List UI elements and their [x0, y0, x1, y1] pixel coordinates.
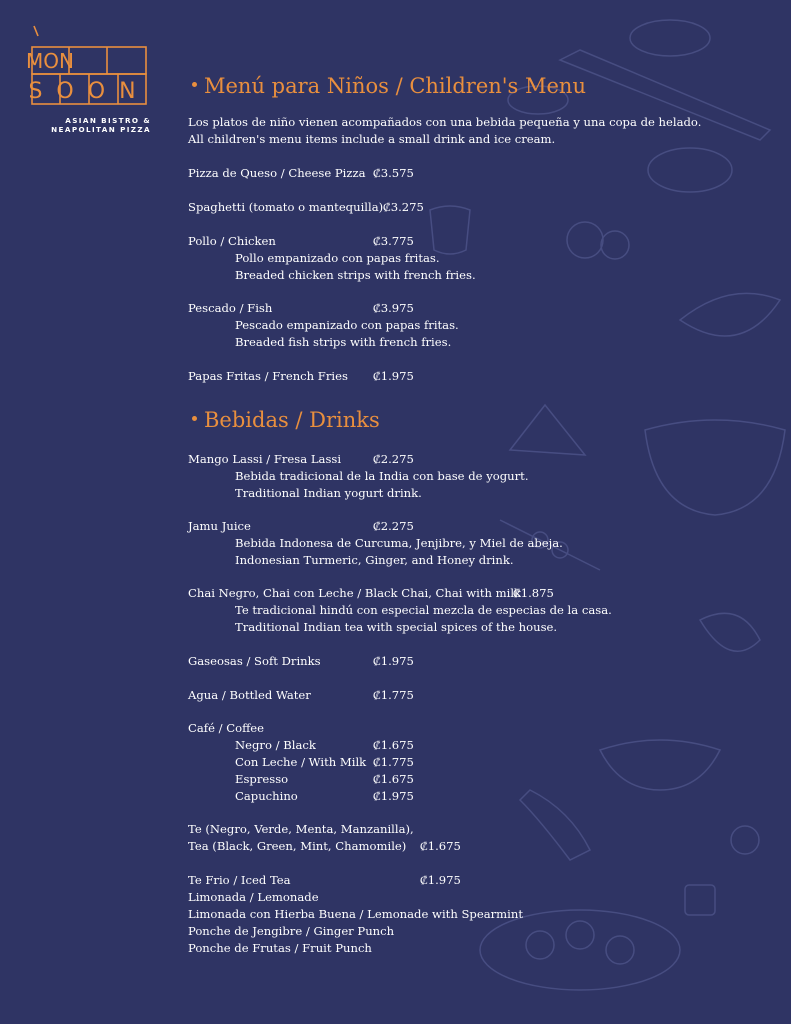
menu-item-desc: Traditional Indian yogurt drink.	[235, 486, 422, 500]
menu-item-price: ₡3.275	[383, 200, 424, 214]
shrimp-drawing	[731, 826, 759, 854]
menu-item-price: ₡2.275	[373, 519, 414, 533]
bowl-drawing	[630, 20, 710, 56]
menu-item-name: Pollo / Chicken	[188, 234, 276, 248]
logo-text-2: SOON	[28, 79, 150, 104]
menu-item-name: Tea (Black, Green, Mint, Chamomile)	[188, 839, 407, 853]
menu-item-desc: Breaded chicken strips with french fries.	[235, 268, 476, 282]
menu-item-name: Limonada / Lemonade	[188, 890, 319, 904]
menu-item-desc: Pollo empanizado con papas fritas.	[235, 251, 440, 265]
kids-intro-es: Los platos de niño vienen acompañados con una bebida pequeña y una copa de helado.	[188, 115, 702, 129]
menu-item-name: Limonada con Hierba Buena / Lemonade with Spearmint	[188, 907, 523, 921]
menu-item-price: ₡1.975	[373, 369, 414, 383]
menu-item-name: Te Frio / Iced Tea	[188, 873, 291, 887]
monsoon-logo	[26, 24, 150, 108]
dish-drawing	[600, 740, 720, 790]
drinks-title: Bebidas / Drinks	[192, 408, 380, 432]
glass-drawing	[685, 885, 715, 915]
menu-item-desc: Traditional Indian tea with special spices of the house.	[235, 620, 558, 634]
menu-item-name: Spaghetti (tomato o mantequilla)	[188, 200, 384, 214]
menu-item-price: ₡3.975	[373, 301, 414, 315]
menu-item-price: ₡1.975	[420, 873, 461, 887]
menu-item-price: ₡1.675	[420, 839, 461, 853]
menu-item-desc: Bebida Indonesa de Curcuma, Jenjibre, y Miel de abeja.	[235, 536, 563, 550]
soup-bowl-drawing	[645, 420, 785, 515]
coffee-option-price: ₡1.775	[373, 755, 414, 769]
tagline-line-2: NEAPOLITAN PIZZA	[51, 125, 151, 134]
coffee-option-name: Capuchino	[235, 789, 298, 803]
drumstick-drawing	[520, 790, 590, 860]
tagline-line-1: ASIAN BISTRO &	[65, 116, 151, 125]
coffee-option-name: Con Leche / With Milk	[235, 755, 367, 769]
menu-item-name: Ponche de Jengibre / Ginger Punch	[188, 924, 395, 938]
logo	[26, 24, 151, 134]
coffee-option-name: Espresso	[235, 772, 289, 786]
menu-item-desc: Te tradicional hindú con especial mezcla de especias de la casa.	[235, 603, 612, 617]
coffee-option-price: ₡1.975	[373, 789, 414, 803]
menu-item-name: Mango Lassi / Fresa Lassi	[188, 452, 342, 466]
menu-item-price: ₡1.975	[373, 654, 414, 668]
menu-item-price: ₡1.775	[373, 688, 414, 702]
menu-item-price: ₡3.575	[373, 166, 414, 180]
menu-item-name: Te (Negro, Verde, Menta, Manzanilla),	[188, 822, 414, 836]
menu-item-desc: Pescado empanizado con papas fritas.	[235, 318, 459, 332]
menu-item-name: Ponche de Frutas / Fruit Punch	[188, 941, 372, 955]
plate-drawing	[648, 148, 732, 192]
leaf-drawing	[700, 613, 760, 651]
thali-drawing	[480, 910, 680, 990]
menu-item-name: Jamu Juice	[188, 519, 251, 533]
logo-text-1: MON	[26, 49, 74, 73]
leaf-drawing	[680, 293, 780, 336]
samosa-drawing	[510, 405, 585, 455]
onion-drawing	[567, 222, 603, 258]
menu-item-price: ₡3.775	[373, 234, 414, 248]
menu-item-price: ₡1.875	[513, 586, 554, 600]
menu-item-name: Pizza de Queso / Cheese Pizza	[188, 166, 366, 180]
menu-item-name: Papas Fritas / French Fries	[188, 369, 348, 383]
menu-item-name: Pescado / Fish	[188, 301, 273, 315]
menu-item-desc: Bebida tradicional de la India con base de yogurt.	[235, 469, 529, 483]
kids-menu-title: Menú para Niños / Children's Menu	[192, 74, 586, 98]
menu-item-name: Café / Coffee	[188, 721, 265, 735]
logo-tagline	[31, 116, 151, 134]
coffee-option-name: Negro / Black	[235, 738, 316, 752]
menu-item-desc: Indonesian Turmeric, Ginger, and Honey drink.	[235, 553, 514, 567]
cup-drawing	[430, 206, 470, 254]
kids-intro-en: All children's menu items include a small drink and ice cream.	[188, 132, 556, 146]
menu-item-desc: Breaded fish strips with french fries.	[235, 335, 452, 349]
menu-item-name: Gaseosas / Soft Drinks	[188, 654, 321, 668]
menu-item-name: Agua / Bottled Water	[188, 688, 311, 702]
coffee-option-price: ₡1.675	[373, 738, 414, 752]
coffee-option-price: ₡1.675	[373, 772, 414, 786]
menu-item-name: Chai Negro, Chai con Leche / Black Chai, Chai with milk	[188, 586, 522, 600]
menu-item-price: ₡2.275	[373, 452, 414, 466]
